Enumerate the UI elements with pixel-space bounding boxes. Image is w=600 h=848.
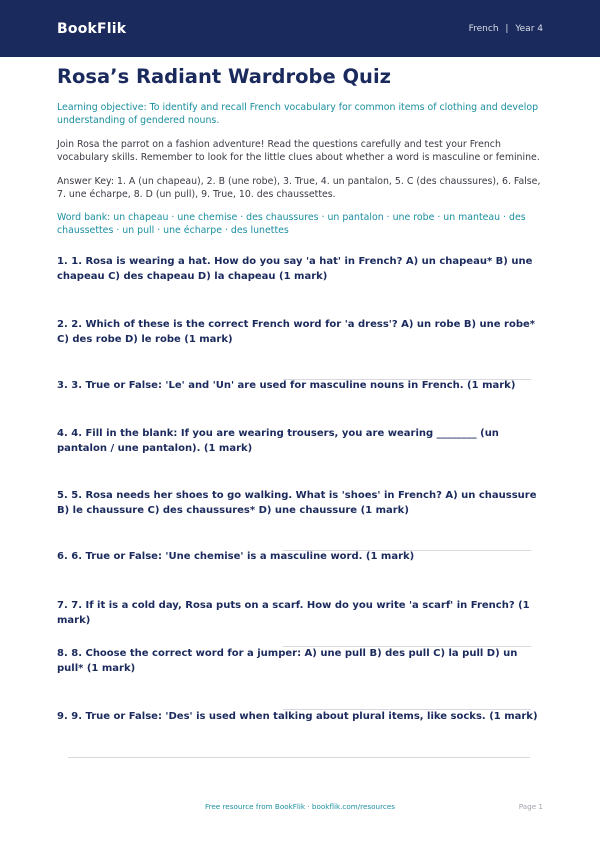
question-7: 7. 7. If it is a cold day, Rosa puts on a scarf. How do you write 'a scarf' in French? (1 mark)	[57, 600, 530, 626]
question-8: 8. 8. Choose the correct word for a jumper: A) une pull B) des pull C) la pull D) un pull* (1 mark)	[57, 648, 518, 674]
brand-logo-text[interactable]: BookFlik	[57, 20, 127, 37]
page-title: Rosa’s Radiant Wardrobe Quiz	[57, 65, 391, 88]
header-meta	[469, 24, 543, 34]
page-number: Page 1	[518, 802, 543, 811]
question-2: 2. 2. Which of these is the correct French word for 'a dress'? A) un robe B) une robe* C) des robe D) le robe (1 mark)	[57, 319, 535, 345]
intro-section	[57, 64, 543, 237]
learning-objective: Learning objective: To identify and recall French vocabulary for common items of clothing and develop understanding of gendered nouns.	[57, 102, 539, 126]
question-9: 9. 9. True or False: 'Des' is used when talking about plural items, like socks. (1 mark)	[57, 711, 538, 722]
year-label: Year 4	[515, 23, 543, 34]
question-5: 5. 5. Rosa needs her shoes to go walking. What is 'shoes' in French? A) un chaussure B) le chaussure C) des chaussures* D) une chaussure (1 mark)	[57, 490, 537, 516]
answer-line[interactable]	[68, 757, 530, 758]
question-6: 6. 6. True or False: 'Une chemise' is a masculine word. (1 mark)	[57, 551, 415, 562]
question-4: 4. 4. Fill in the blank: If you are wearing trousers, you are wearing ________ (un pantalon / une pantalon). (1 mark)	[57, 428, 499, 454]
subject-label: French	[468, 23, 499, 34]
answer-key: Answer Key: 1. A (un chapeau), 2. B (une robe), 3. True, 4. un pantalon, 5. C (des chaussures), 6. False, 7. une écharpe, 8. D (un pull), 9. True, 10. des chaussettes.	[57, 176, 541, 200]
word-bank: Word bank: un chapeau · une chemise · des chaussures · un pantalon · une robe · un manteau · des chaussettes · un pull · une écharpe · des lunettes	[57, 212, 526, 236]
question-1: 1. 1. Rosa is wearing a hat. How do you say 'a hat' in French? A) un chapeau* B) une chapeau C) des chapeau D) la chapeau (1 mark)	[57, 256, 533, 282]
meta-separator: |	[505, 23, 509, 34]
footer-resource-link[interactable]: Free resource from BookFlik · bookflik.com/resources	[204, 802, 396, 811]
question-3: 3. 3. True or False: 'Le' and 'Un' are used for masculine nouns in French. (1 mark)	[57, 380, 516, 391]
page-header	[0, 0, 600, 57]
intro-text: Join Rosa the parrot on a fashion adventure! Read the questions carefully and test your French vocabulary skills. Remember to look for the little clues about whether a word is masculine or feminine.	[57, 139, 540, 163]
